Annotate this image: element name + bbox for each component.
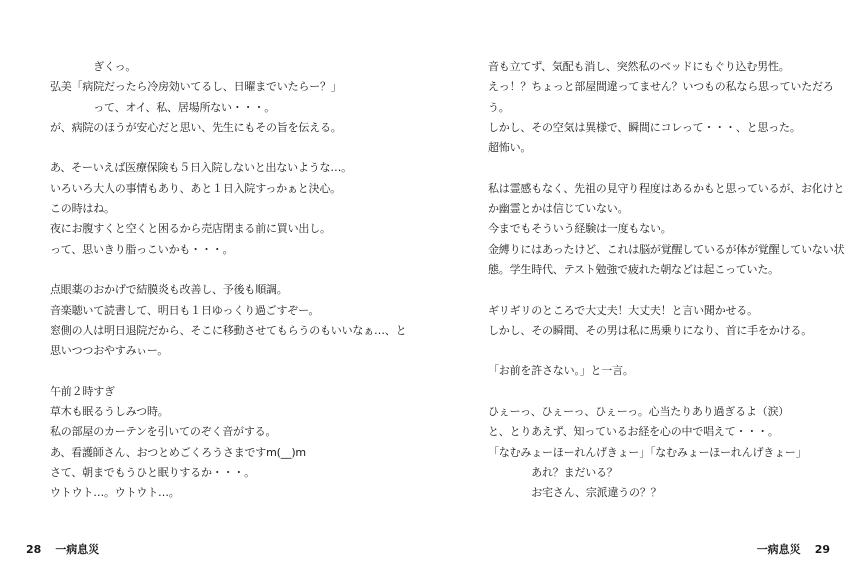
page-number: 28 — [26, 543, 42, 556]
paragraph-break — [50, 361, 390, 381]
text-line: 金縛りにはあったけど、これは脳が覚醒しているが体が覚醒していない状 — [488, 242, 845, 256]
text-line: ウトウト…。ウトウト…。 — [50, 486, 180, 500]
paragraph-break — [488, 382, 823, 402]
text-line: 私の部屋のカーテンを引いてのぞく音がする。 — [50, 425, 277, 439]
paragraph-break — [50, 138, 390, 158]
text-line: ギリギリのところで大丈夫！大丈夫！と言い聞かせる。 — [488, 303, 758, 317]
text-line: 窓側の人は明日退院だから、そこに移動させてもらうのもいいなぁ…、と — [50, 323, 407, 337]
left-footer — [26, 541, 99, 557]
right-footer — [757, 541, 830, 557]
text-line: 今までもそういう経験は一度もない。 — [488, 222, 672, 236]
text-line: 草木も眠るうしみつ時。 — [50, 405, 169, 419]
text-line: 思いつつおやすみぃー。 — [50, 344, 169, 358]
text-line: 音楽聴いて読書して、明日も１日ゆっくり過ごすぞー。 — [50, 303, 320, 317]
right-page — [428, 0, 856, 576]
text-line: しかし、その空気は異様で、瞬間にコレって・・・、と思った。 — [488, 120, 801, 134]
text-line: 夜にお腹すくと空くと困るから売店閉まる前に買い出し。 — [50, 222, 331, 236]
text-line: って、オイ、私、居場所ない・・・。 — [50, 100, 276, 114]
paragraph-break — [50, 260, 390, 280]
text-line: 「なむみょーほーれんげきょー」「なむみょーほーれんげきょー」 — [488, 445, 807, 459]
text-line: が、病院のほうが安心だと思い、先生にもその旨を伝える。 — [50, 120, 342, 134]
paragraph-break — [488, 158, 823, 178]
text-line: さて、朝までもうひと眠りするか・・・。 — [50, 465, 255, 479]
right-body-text — [488, 57, 845, 504]
text-line: 点眼薬のおかげで結膜炎も改善し、予後も順調。 — [50, 283, 288, 297]
text-line: 弘美「病院だったら冷房効いてるし、日曜までいたらー？」 — [50, 80, 342, 94]
page-number: 29 — [814, 543, 830, 556]
text-line: 超怖い。 — [488, 141, 532, 155]
paragraph-break — [488, 280, 823, 300]
text-line: あれ？まだいる？ — [488, 465, 618, 479]
text-line: と、とりあえず、知っているお経を心の中で唱えて・・・。 — [488, 425, 779, 439]
text-line: あ、看護師さん、おつとめごくろうさまですm(__)m — [50, 445, 306, 459]
paragraph-break — [488, 341, 823, 361]
text-line: 「お前を許さない。」と一言。 — [488, 364, 634, 378]
running-title: 一病息災 — [55, 543, 100, 556]
text-line: 午前２時すぎ — [50, 384, 115, 398]
text-line: か幽霊とかは信じていない。 — [488, 202, 629, 216]
text-line: いろいろ大人の事情もあり、あと１日入院すっかぁと決心。 — [50, 181, 341, 195]
text-line: この時はね。 — [50, 202, 115, 216]
running-title: 一病息災 — [756, 543, 801, 556]
text-line: ひぇーっ、ひぇーっ、ひぇーっ。心当たりあり過ぎるよ（涙） — [488, 405, 790, 419]
text-line: ぎくっ。 — [50, 60, 137, 73]
text-line: って、思いきり脂っこいかも・・・。 — [50, 242, 234, 256]
text-line: えっ！？ちょっと部屋間違ってません？いつもの私なら思っていただろ — [488, 80, 834, 94]
text-line: う。 — [488, 100, 510, 114]
text-line: お宅さん、宗派違うの？？ — [488, 486, 662, 500]
text-line: あ、そーいえば医療保険も５日入院しないと出ないような…。 — [50, 161, 352, 175]
text-line: 態。学生時代、テスト勉強で疲れた朝などは起こっていた。 — [488, 262, 779, 276]
text-line: 音も立てず、気配も消し、突然私のベッドにもぐり込む男性。 — [488, 60, 790, 73]
left-body-text — [50, 57, 407, 504]
text-line: 私は霊感もなく、先祖の見守り程度はあるかもと思っているが、お化けと — [488, 181, 845, 195]
text-line: しかし、その瞬間、その男は私に馬乗りになり、首に手をかける。 — [488, 323, 812, 337]
